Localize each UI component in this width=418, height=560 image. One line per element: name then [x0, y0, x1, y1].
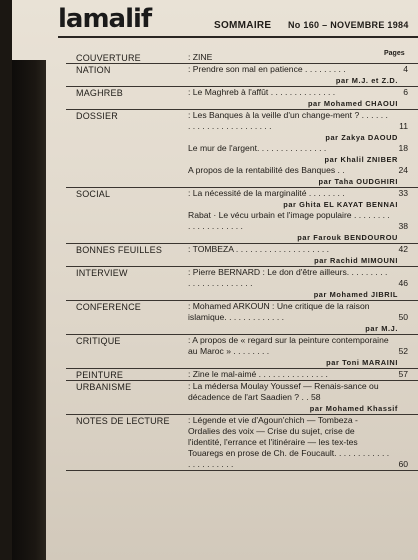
- entry-title: : Pierre BERNARD : Le don d'être ailleurs. . . . . . . . . . . . . . . . . . . . . . .: [188, 267, 388, 288]
- entry-title: : TOMBEZA . . . . . . . . . . . . . . . . . . . .: [188, 244, 330, 254]
- entry-author: par Ghita EL KAYAT BENNAI: [283, 200, 398, 209]
- table-of-contents: [66, 52, 418, 471]
- section-entries: [186, 52, 418, 63]
- entry-author: par Mohamed JIBRIL: [313, 290, 398, 299]
- entry-page-number: 52: [398, 346, 408, 356]
- toc-section-row: [66, 64, 418, 87]
- entry-title: Le mur de l'argent. . . . . . . . . . . . . . .: [188, 143, 327, 153]
- section-name: PEINTURE: [76, 370, 124, 380]
- toc-entry: [186, 335, 412, 368]
- entry-page-number: 11: [399, 121, 408, 131]
- entry-title: Rabat · Le vécu urbain et l'image populaire . . . . . . . . . . . . . . . . . . . .: [188, 210, 390, 231]
- toc-entry: [186, 369, 412, 380]
- section-name: CONFERENCE: [76, 302, 142, 312]
- entry-title: : La nécessité de la marginalité . . . . . . . .: [188, 188, 345, 198]
- entry-title: : Prendre son mal en patience . . . . . . . . .: [188, 64, 346, 74]
- toc-entry: [186, 210, 412, 243]
- section-name: COUVERTURE: [76, 53, 141, 63]
- entry-page-number: 24: [398, 165, 408, 175]
- section-entries: [186, 301, 418, 334]
- toc-section-row: [66, 52, 418, 64]
- entry-page-number: 50: [398, 312, 408, 322]
- toc-entry: [186, 110, 412, 143]
- issue-label: No 160 – NOVEMBRE 1984: [288, 20, 409, 30]
- entry-page-number: 18: [398, 143, 408, 153]
- page-binding-shadow: [12, 60, 46, 560]
- toc-section-row: [66, 244, 418, 267]
- entry-author: par M.J. et Z.D.: [335, 76, 398, 85]
- entry-author: par Mohamed CHAOUI: [307, 99, 398, 108]
- sommaire-heading: SOMMAIRE: [214, 20, 272, 31]
- section-entries: [186, 87, 418, 109]
- entry-page-number: 46: [398, 278, 408, 288]
- entry-page-number: 4: [403, 64, 408, 74]
- toc-entry: [186, 301, 412, 334]
- entry-page-number: 38: [398, 221, 408, 231]
- entry-author: par Toni MARAINI: [326, 358, 398, 367]
- section-entries: [186, 335, 418, 368]
- section-entries: [186, 64, 418, 86]
- toc-entry: [186, 381, 412, 414]
- entry-title: A propos de la rentabilité des Banques . .: [188, 165, 345, 175]
- toc-entry: [186, 64, 412, 86]
- section-name: INTERVIEW: [76, 268, 128, 278]
- entry-title: : ZINE: [188, 52, 213, 62]
- section-name: NOTES DE LECTURE: [76, 416, 170, 426]
- entry-title: : Le Maghreb à l'affût . . . . . . . . . . . . . .: [188, 87, 336, 97]
- entry-author: par Rachid MIMOUNI: [314, 256, 398, 265]
- section-name: MAGHREB: [76, 88, 123, 98]
- entry-page-number: 42: [398, 244, 408, 254]
- section-entries: [186, 369, 418, 380]
- section-entries: [186, 244, 418, 266]
- toc-section-row: [66, 335, 418, 369]
- entry-title: : La médersa Moulay Youssef — Renais-sance ou décadence de l'art Saadien ? . . 58: [188, 381, 379, 402]
- toc-section-row: [66, 188, 418, 244]
- entry-author: par M.J.: [365, 324, 398, 333]
- toc-section-row: [66, 267, 418, 301]
- toc-section-row: [66, 381, 418, 415]
- section-entries: [186, 267, 418, 300]
- section-name: NATION: [76, 65, 111, 75]
- entry-title: : Légende et vie d'Agoun'chich — Tombeza - Ordalies des voix — Crise du sujet, crise de l'identité, l'errance et l'itinéraire — les tex-tes Touaregs en prose de Ch. de Foucault. . . . . . . . . . . . . . . . . . . . . .: [188, 415, 390, 469]
- toc-section-row: [66, 87, 418, 110]
- toc-entry: [186, 165, 412, 187]
- toc-entry: [186, 267, 412, 300]
- magazine-logo: lamalif: [58, 4, 152, 34]
- entry-page-number: 6: [403, 87, 408, 97]
- section-name: CRITIQUE: [76, 336, 121, 346]
- section-name: SOCIAL: [76, 189, 111, 199]
- toc-section-row: [66, 301, 418, 335]
- entry-author: par Zakya DAOUD: [325, 133, 398, 142]
- header-rule: [58, 36, 418, 38]
- toc-entry: [186, 87, 412, 109]
- section-name: BONNES FEUILLES: [76, 245, 163, 255]
- toc-section-row: [66, 415, 418, 471]
- entry-page-number: 60: [398, 459, 408, 469]
- toc-entry: [186, 52, 412, 63]
- section-entries: [186, 110, 418, 187]
- entry-title: : A propos de « regard sur la peinture contemporaine au Maroc » . . . . . . . .: [188, 335, 389, 356]
- toc-section-row: [66, 110, 418, 188]
- entry-page-number: 57: [398, 369, 408, 379]
- entry-page-number: 33: [398, 188, 408, 198]
- pages-column-label: Pages: [384, 50, 405, 57]
- entry-author: par Khalil ZNIBER: [324, 155, 398, 164]
- entry-title: : Zine le mal-aimé . . . . . . . . . . . . . . .: [188, 369, 328, 379]
- entry-title: : Mohamed ARKOUN : Une critique de la raison islamique. . . . . . . . . . . . .: [188, 301, 370, 322]
- toc-entry: [186, 188, 412, 210]
- section-entries: [186, 188, 418, 243]
- entry-author: par Farouk BENDOUROU: [297, 233, 398, 242]
- toc-section-row: [66, 369, 418, 381]
- toc-entry: [186, 244, 412, 266]
- toc-entry: [186, 143, 412, 165]
- entry-title: : Les Banques à la veille d'un change-ment ? . . . . . . . . . . . . . . . . . . . . . . . .: [188, 110, 388, 131]
- entry-author: par Taha OUDGHIRI: [318, 177, 398, 186]
- section-entries: [186, 381, 418, 414]
- section-name: DOSSIER: [76, 111, 118, 121]
- section-entries: [186, 415, 418, 470]
- toc-entry: [186, 415, 412, 470]
- magazine-page: [12, 0, 418, 560]
- section-name: URBANISME: [76, 382, 132, 392]
- entry-author: par Mohamed Khassif: [309, 404, 398, 413]
